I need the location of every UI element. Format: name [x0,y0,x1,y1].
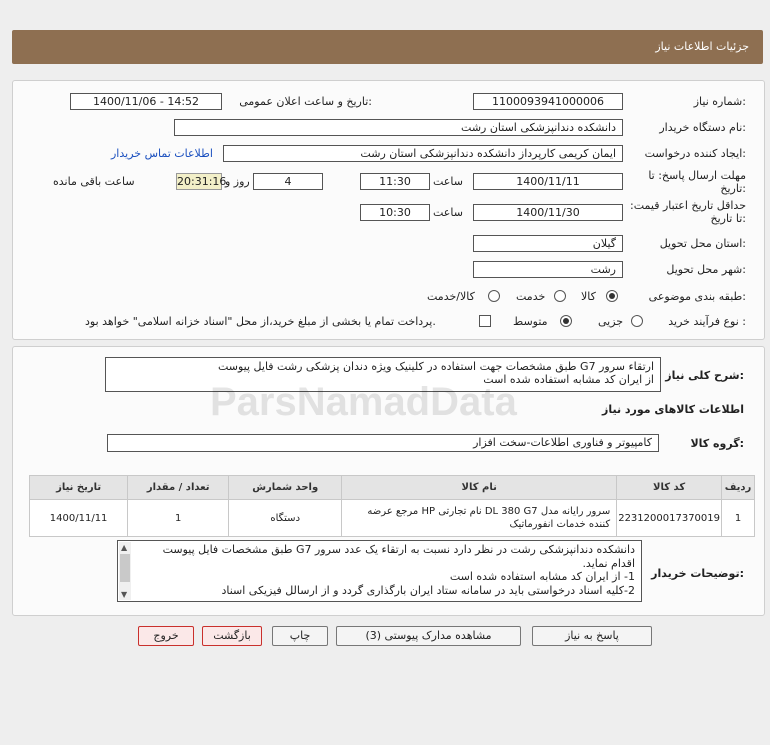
buyer-note-line: 1- از ایران کد مشابه استفاده شده است [449,570,635,583]
process-minor-label: جزیی [598,315,624,328]
creator-label: ایجاد کننده درخواست: [644,147,746,160]
announce-field: 1400/11/06 - 14:52 [70,93,222,110]
buyer-note-line: دانشکده دندانپزشکی رشت در نظر دارد نسبت به ارتقاء یک عدد سرور G7 طبق مشخصات فایل پیوست اقدام نماید. [162,543,635,570]
validity-time-label: ساعت [433,206,463,219]
scroll-up-icon[interactable]: ▲ [121,543,128,552]
cell-qty: 1 [128,500,229,537]
summary-textbox: ارتقاء سرور G7 طبق مشخصات جهت استفاده در کلینیک ویژه دندان پزشکی رشت فایل پیوست از ایران کد مشابه استفاده شده است [105,357,661,392]
city-label: شهر محل تحویل: [666,263,746,276]
category-service-label: خدمت [516,290,546,303]
goods-table [29,475,755,537]
need-details-panel [12,346,765,616]
buyer-notes-label: توضیحات خریدار: [651,567,744,580]
need-number-field: 1100093941000006 [473,93,623,110]
col-code: کد کالا [617,476,722,500]
announce-label: تاریخ و ساعت اعلان عمومی: [239,95,372,108]
deadline-time-field: 11:30 [360,173,430,190]
col-name: نام کالا [342,476,617,500]
cell-date: 1400/11/11 [30,500,128,537]
exit-button[interactable]: خروج [138,626,194,646]
remaining-timer: 20:31:16 [177,175,227,188]
print-button[interactable]: چاپ [272,626,328,646]
validity-label: حداقل تاریخ اعتبار قیمت: تا تاریخ: [630,199,746,225]
reply-button[interactable]: پاسخ به نیاز [532,626,652,646]
province-label: استان محل تحویل: [659,237,746,250]
summary-label: شرح کلی نیاز: [665,369,744,382]
province-field: گیلان [473,235,623,252]
category-service-radio[interactable] [554,290,566,302]
category-goods-radio[interactable] [606,290,618,302]
city-field: رشت [473,261,623,278]
goods-group-field: کامپیوتر و فناوری اطلاعات-سخت افزار [107,434,659,452]
category-goods-service-radio[interactable] [488,290,500,302]
cell-name: سرور رایانه مدل DL 380 G7 نام تجارتی HP مرجع عرضه کننده خدمات انفورماتیک [342,500,617,537]
notes-scrollbar[interactable] [119,542,131,600]
process-medium-radio[interactable] [560,315,572,327]
col-unit: واحد شمارش [229,476,342,500]
table-row [30,500,755,537]
buyer-notes-box[interactable] [117,540,642,602]
process-minor-radio[interactable] [631,315,643,327]
treasury-payment-note: پرداخت تمام یا بخشی از مبلغ خرید،از محل "اسناد خزانه اسلامی" خواهد بود. [85,315,436,328]
days-field: 4 [253,173,323,190]
col-qty: تعداد / مقدار [128,476,229,500]
buyer-note-line: 2-کلیه اسناد درخواستی باید در سامانه ستاد ایران بارگذاری گردد و از ارسالل فیزیکی اسناد [221,583,635,597]
deadline-date-field: 1400/11/11 [473,173,623,190]
table-header-row [30,476,755,500]
cell-row: 1 [722,500,755,537]
cell-code: 2231200017370019 [617,500,722,537]
category-goods-service-label: کالا/خدمت [427,290,475,303]
process-label: نوع فرآیند خرید : [668,315,746,328]
days-label: روز و [225,175,250,188]
col-date: تاریخ نیاز [30,476,128,500]
remaining-label: ساعت باقی مانده [53,175,135,188]
goods-group-label: گروه کالا: [690,437,744,450]
buyer-org-label: نام دستگاه خریدار: [659,121,746,134]
buyer-contact-link[interactable]: اطلاعات تماس خریدار [111,147,213,160]
validity-date-field: 1400/11/30 [473,204,623,221]
need-number-label: شماره نیاز: [693,95,746,108]
buyer-notes-text [136,543,635,597]
need-info-panel [12,80,765,340]
deadline-time-label: ساعت [433,175,463,188]
page-title: جزئیات اطلاعات نیاز [655,40,749,53]
treasury-payment-checkbox[interactable] [479,315,491,327]
process-medium-label: متوسط [513,315,548,328]
validity-time-field: 10:30 [360,204,430,221]
scroll-thumb[interactable] [120,554,130,582]
page-header [12,30,763,64]
category-goods-label: کالا [581,290,596,303]
scroll-down-icon[interactable]: ▼ [121,590,128,599]
attachments-button[interactable]: مشاهده مدارک پیوستی (3) [336,626,521,646]
back-button[interactable]: بازگشت [202,626,262,646]
creator-field: ایمان کریمی کارپرداز دانشکده دندانپزشکی استان رشت [223,145,623,162]
deadline-label: مهلت ارسال پاسخ: تا تاریخ: [648,169,746,195]
goods-info-title: اطلاعات کالاهای مورد نیاز [602,403,744,416]
col-row: ردیف [722,476,755,500]
category-label: طبقه بندی موضوعی: [648,290,746,303]
cell-unit: دستگاه [229,500,342,537]
buyer-org-field: دانشکده دندانپزشکی استان رشت [174,119,623,136]
